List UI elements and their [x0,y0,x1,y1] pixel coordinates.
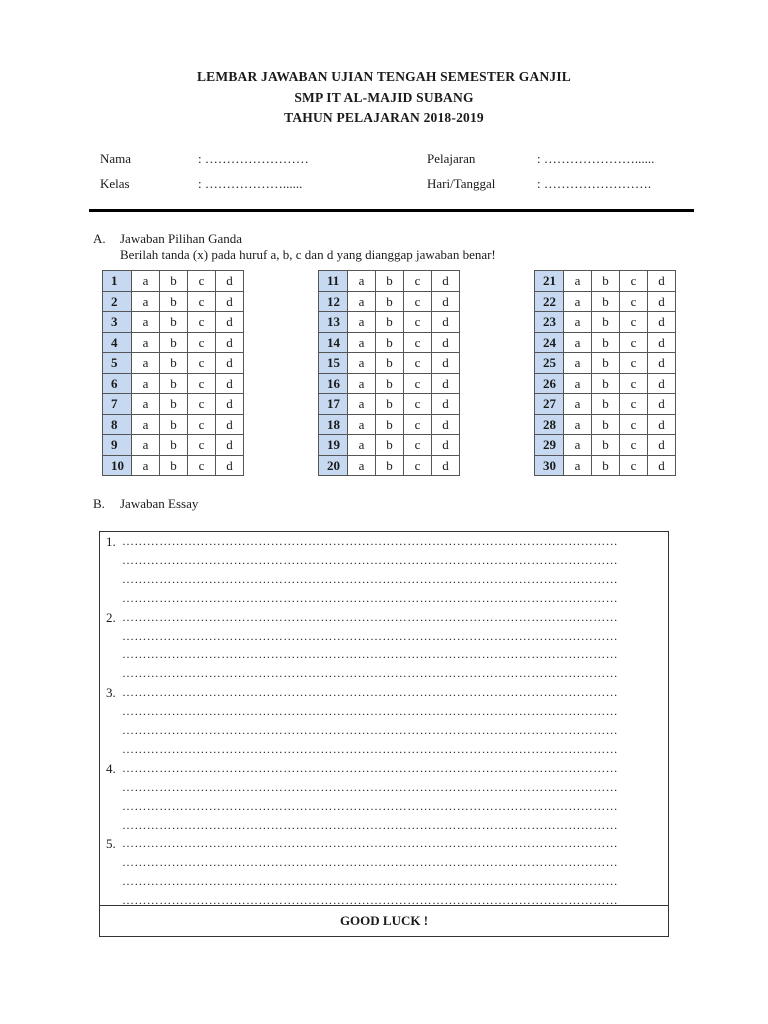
answer-option-b[interactable]: b [376,373,404,394]
question-number: 16 [319,373,348,394]
question-number: 6 [103,373,132,394]
answer-option-c[interactable]: c [188,353,216,374]
answer-option-b[interactable]: b [376,291,404,312]
answer-option-c[interactable]: c [404,394,432,415]
answer-option-d[interactable]: d [432,271,460,292]
answer-option-a[interactable]: a [132,373,160,394]
answer-row [103,414,244,435]
answer-option-c[interactable]: c [404,435,432,456]
answer-option-a[interactable]: a [348,312,376,333]
answer-row [535,332,676,353]
answer-option-c[interactable]: c [188,394,216,415]
answer-option-a[interactable]: a [132,271,160,292]
essay-question-number: 4. [106,760,116,776]
answer-option-b[interactable]: b [376,271,404,292]
question-number: 29 [535,435,564,456]
answer-table-1 [102,270,244,476]
answer-option-c[interactable]: c [188,435,216,456]
answer-row [319,455,460,476]
question-number: 30 [535,455,564,476]
answer-option-a[interactable]: a [348,394,376,415]
answer-option-d[interactable]: d [648,312,676,333]
answer-option-a[interactable]: a [348,332,376,353]
answer-option-c[interactable]: c [404,271,432,292]
answer-row [103,312,244,333]
question-number: 1 [103,271,132,292]
answer-option-d[interactable]: d [648,394,676,415]
question-number: 27 [535,394,564,415]
answer-row [535,435,676,456]
question-number: 2 [103,291,132,312]
essay-answer-line[interactable]: ………………………………………………………………………………………………………… [122,534,618,548]
answer-row [535,271,676,292]
answer-option-a[interactable]: a [132,291,160,312]
nama-field[interactable]: : …………………… [198,151,309,166]
essay-answer-line[interactable]: ………………………………………………………………………………………………………… [122,666,618,681]
answer-option-b[interactable]: b [592,353,620,374]
answer-row [319,353,460,374]
question-number: 25 [535,353,564,374]
answer-option-c[interactable]: c [404,291,432,312]
answer-option-a[interactable]: a [132,312,160,333]
answer-option-b[interactable]: b [592,435,620,456]
answer-row [103,394,244,415]
answer-option-a[interactable]: a [132,332,160,353]
answer-row [103,373,244,394]
header-school: SMP IT AL-MAJID SUBANG [294,89,474,105]
answer-option-c[interactable]: c [404,373,432,394]
answer-option-c[interactable]: c [620,373,648,394]
essay-answer-line[interactable]: ………………………………………………………………………………………………………… [122,647,618,662]
answer-row [103,271,244,292]
answer-option-b[interactable]: b [592,291,620,312]
section-b-heading [93,496,198,512]
question-number: 10 [103,455,132,476]
essay-answer-line[interactable]: ………………………………………………………………………………………………………… [122,552,618,567]
answer-option-c[interactable]: c [620,394,648,415]
answer-option-b[interactable]: b [376,414,404,435]
answer-row [319,414,460,435]
answer-option-d[interactable]: d [648,435,676,456]
essay-answer-line[interactable]: ………………………………………………………………………………………………………… [122,779,618,794]
kelas-field[interactable]: : ………………...... [198,176,303,191]
answer-option-d[interactable]: d [216,271,244,292]
answer-option-d[interactable]: d [648,353,676,374]
answer-option-a[interactable]: a [348,455,376,476]
essay-answer-line[interactable]: ………………………………………………………………………………………………………… [122,723,618,737]
answer-option-a[interactable]: a [564,455,592,476]
kelas-label: Kelas [100,176,130,191]
essay-answer-line[interactable]: ………………………………………………………………………………………………………… [122,817,618,832]
answer-row [535,373,676,394]
question-number: 24 [535,332,564,353]
section-a-heading [93,231,242,247]
section-b-number: B. [93,496,105,511]
essay-answer-line[interactable]: ………………………………………………………………………………………………………… [122,798,618,813]
answer-option-d[interactable]: d [432,373,460,394]
answer-option-a[interactable]: a [348,353,376,374]
answer-option-b[interactable]: b [376,435,404,456]
answer-option-d[interactable]: d [432,353,460,374]
answer-option-b[interactable]: b [592,332,620,353]
section-b-title: Jawaban Essay [120,496,199,511]
answer-option-d[interactable]: d [216,414,244,435]
answer-row [319,394,460,415]
answer-option-d[interactable]: d [432,414,460,435]
good-luck-footer: GOOD LUCK ! [100,905,668,936]
answer-table-2 [318,270,460,476]
answer-option-b[interactable]: b [160,455,188,476]
answer-option-b[interactable]: b [160,373,188,394]
question-number: 17 [319,394,348,415]
answer-row [319,271,460,292]
answer-row [535,414,676,435]
answer-option-c[interactable]: c [404,455,432,476]
answer-option-d[interactable]: d [216,394,244,415]
answer-option-c[interactable]: c [620,455,648,476]
answer-option-a[interactable]: a [564,373,592,394]
question-number: 22 [535,291,564,312]
essay-answer-line[interactable]: ………………………………………………………………………………………………………… [122,760,618,775]
answer-option-a[interactable]: a [564,271,592,292]
answer-option-a[interactable]: a [564,414,592,435]
hari-tanggal-label: Hari/Tanggal [427,176,496,191]
answer-option-a[interactable]: a [348,291,376,312]
answer-option-b[interactable]: b [592,394,620,415]
answer-row [319,291,460,312]
question-number: 21 [535,271,564,292]
essay-answer-line[interactable]: ………………………………………………………………………………………………………… [122,741,618,756]
essay-question-number: 2. [106,609,116,625]
answer-option-c[interactable]: c [620,435,648,456]
answer-option-c[interactable]: c [620,271,648,292]
question-number: 7 [103,394,132,415]
essay-answer-line[interactable]: ………………………………………………………………………………………………………… [122,590,618,605]
answer-option-c[interactable]: c [620,312,648,333]
answer-option-d[interactable]: d [648,373,676,394]
question-number: 9 [103,435,132,456]
question-number: 11 [319,271,348,292]
answer-option-c[interactable]: c [188,332,216,353]
essay-answer-line[interactable]: ………………………………………………………………………………………………………… [122,855,618,870]
answer-option-d[interactable]: d [432,332,460,353]
answer-option-a[interactable]: a [564,291,592,312]
answer-option-b[interactable]: b [592,455,620,476]
essay-answer-line[interactable]: ………………………………………………………………………………………………………… [122,704,618,719]
header-year: TAHUN PELAJARAN 2018-2019 [284,110,484,125]
essay-question-number: 1. [106,534,116,549]
answer-option-b[interactable]: b [160,435,188,456]
answer-option-b[interactable]: b [592,271,620,292]
question-number: 14 [319,332,348,353]
header-title: LEMBAR JAWABAN UJIAN TENGAH SEMESTER GANJIL [196,69,572,84]
answer-option-d[interactable]: d [648,332,676,353]
answer-option-d[interactable]: d [216,435,244,456]
essay-answer-line[interactable]: ………………………………………………………………………………………………………… [122,874,618,889]
answer-option-b[interactable]: b [160,414,188,435]
answer-row [319,332,460,353]
essay-question-number: 3. [106,685,116,701]
answer-option-a[interactable]: a [348,373,376,394]
document-header [0,67,768,129]
pelajaran-field[interactable]: : …………………...... [537,151,655,166]
answer-row [535,291,676,312]
answer-option-b[interactable]: b [160,394,188,415]
answer-option-b[interactable]: b [376,312,404,333]
answer-option-b[interactable]: b [376,455,404,476]
answer-option-a[interactable]: a [348,271,376,292]
answer-option-d[interactable]: d [432,312,460,333]
answer-option-a[interactable]: a [564,394,592,415]
question-number: 19 [319,435,348,456]
answer-option-a[interactable]: a [132,353,160,374]
question-number: 28 [535,414,564,435]
answer-option-c[interactable]: c [404,312,432,333]
answer-option-b[interactable]: b [592,414,620,435]
answer-row [103,291,244,312]
question-number: 15 [319,353,348,374]
question-number: 8 [103,414,132,435]
answer-option-b[interactable]: b [160,312,188,333]
essay-answer-line[interactable]: ………………………………………………………………………………………………………… [122,609,618,624]
answer-option-a[interactable]: a [132,394,160,415]
answer-row [535,353,676,374]
answer-option-c[interactable]: c [404,353,432,374]
question-number: 18 [319,414,348,435]
hari-tanggal-field[interactable]: : ……………………. [537,176,652,191]
question-number: 20 [319,455,348,476]
essay-answer-box [99,531,669,937]
answer-option-d[interactable]: d [216,312,244,333]
answer-row [103,353,244,374]
answer-row [319,373,460,394]
answer-row [319,312,460,333]
question-number: 5 [103,353,132,374]
answer-option-c[interactable]: c [188,455,216,476]
answer-option-b[interactable]: b [160,332,188,353]
answer-option-a[interactable]: a [348,435,376,456]
answer-option-c[interactable]: c [404,332,432,353]
answer-option-d[interactable]: d [216,291,244,312]
essay-answer-line[interactable]: ………………………………………………………………………………………………………… [122,628,618,643]
answer-option-d[interactable]: d [216,373,244,394]
answer-option-d[interactable]: d [216,353,244,374]
answer-option-d[interactable]: d [432,394,460,415]
answer-option-d[interactable]: d [648,271,676,292]
answer-row [103,455,244,476]
answer-option-b[interactable]: b [376,332,404,353]
answer-option-c[interactable]: c [404,414,432,435]
answer-option-a[interactable]: a [132,455,160,476]
answer-option-b[interactable]: b [376,353,404,374]
question-number: 3 [103,312,132,333]
answer-option-c[interactable]: c [188,414,216,435]
answer-option-b[interactable]: b [592,373,620,394]
answer-option-d[interactable]: d [432,435,460,456]
answer-option-a[interactable]: a [132,435,160,456]
essay-answer-line[interactable]: ………………………………………………………………………………………………………… [122,685,618,700]
answer-row [535,455,676,476]
essay-answer-line[interactable]: ………………………………………………………………………………………………………… [122,893,618,908]
answer-option-b[interactable]: b [160,291,188,312]
answer-option-b[interactable]: b [160,353,188,374]
answer-option-c[interactable]: c [620,332,648,353]
pelajaran-label: Pelajaran [427,151,476,166]
essay-answer-line[interactable]: ………………………………………………………………………………………………………… [122,571,618,586]
answer-option-d[interactable]: d [648,455,676,476]
question-number: 23 [535,312,564,333]
answer-row [535,312,676,333]
answer-option-c[interactable]: c [188,373,216,394]
section-a-title: Jawaban Pilihan Ganda [120,231,243,246]
essay-question-number: 5. [106,836,116,852]
answer-option-d[interactable]: d [216,332,244,353]
answer-option-d[interactable]: d [432,455,460,476]
answer-option-c[interactable]: c [620,414,648,435]
essay-answer-line[interactable]: ………………………………………………………………………………………………………… [122,836,618,851]
answer-option-a[interactable]: a [564,332,592,353]
answer-row [103,435,244,456]
question-number: 12 [319,291,348,312]
answer-row [319,435,460,456]
answer-row [103,332,244,353]
answer-option-d[interactable]: d [648,291,676,312]
question-number: 4 [103,332,132,353]
answer-option-b[interactable]: b [592,312,620,333]
answer-option-c[interactable]: c [188,271,216,292]
answer-option-d[interactable]: d [216,455,244,476]
question-number: 26 [535,373,564,394]
answer-option-c[interactable]: c [620,353,648,374]
answer-option-d[interactable]: d [648,414,676,435]
answer-option-a[interactable]: a [564,353,592,374]
answer-option-a[interactable]: a [132,414,160,435]
answer-option-c[interactable]: c [188,312,216,333]
answer-option-a[interactable]: a [348,414,376,435]
answer-option-a[interactable]: a [564,312,592,333]
header-divider [89,209,694,212]
question-number: 13 [319,312,348,333]
answer-option-c[interactable]: c [188,291,216,312]
answer-table-3 [534,270,676,476]
answer-option-a[interactable]: a [564,435,592,456]
answer-option-b[interactable]: b [160,271,188,292]
nama-label: Nama [100,151,132,166]
answer-option-b[interactable]: b [376,394,404,415]
answer-option-d[interactable]: d [432,291,460,312]
answer-row [535,394,676,415]
section-a-number: A. [93,231,106,246]
section-a-instruction: Berilah tanda (x) pada huruf a, b, c dan d yang dianggap jawaban benar! [120,247,496,262]
answer-option-c[interactable]: c [620,291,648,312]
